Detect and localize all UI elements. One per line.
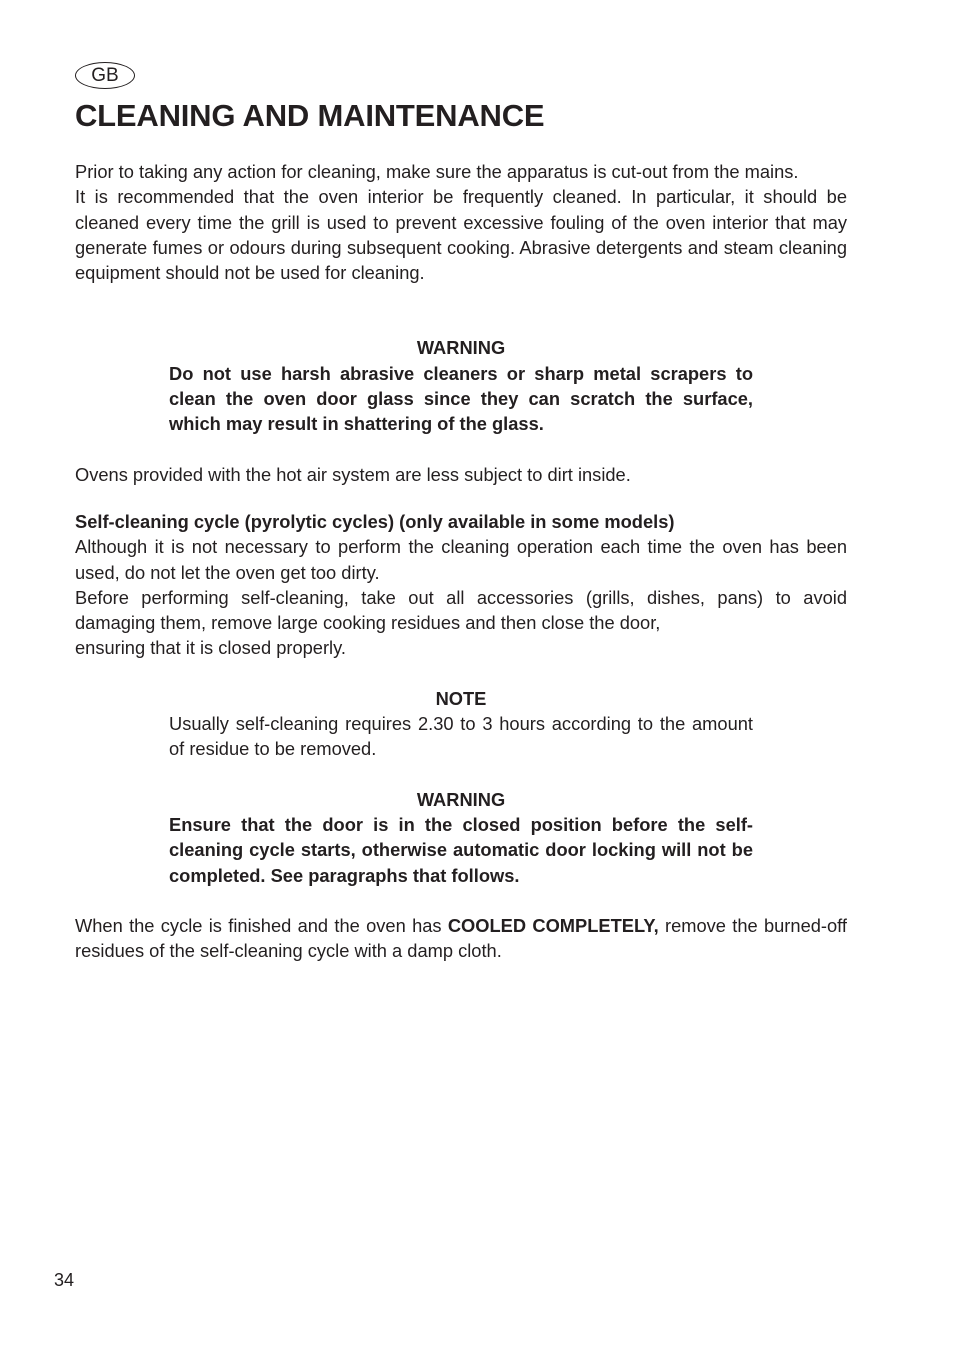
page-title: CLEANING AND MAINTENANCE [75,98,545,133]
final-text-after: remove the burned-off residues of the self-cleaning cycle with a damp cloth. [75,914,847,962]
warning-heading: WARNING [416,337,506,359]
note-box [169,686,753,762]
warning-box-door [169,787,753,888]
intro-paragraph: It is recommended that the oven interior be frequently cleaned. In particular, it should be cleaned every time the grill is used to prevent excessive fouling of the oven interior that may generate fumes or odours during subsequent cooking. Abrasive detergents and steam cleaning equipment should not be used for cleaning. [75,186,847,284]
self-cleaning-paragraph-1: Although it is not necessary to perform the cleaning operation each time the oven has been used, do not let the oven get too dirty. [75,536,847,583]
warning-text: Ensure that the door is in the closed position before the self-cleaning cycle starts, otherwise automatic door locking will not be completed. See paragraphs that follows. [169,813,753,886]
note-text: Usually self-cleaning requires 2.30 to 3 hours according to the amount of residue to be removed. [169,713,753,760]
warning-text: Do not use harsh abrasive cleaners or sharp metal scrapers to clean the oven door glass since they can scratch the surface, which may result in shattering of the glass. [169,362,753,435]
final-text-before: When the cycle is finished and the oven has [75,914,448,936]
warning-heading: WARNING [416,788,506,810]
main-content [75,159,847,963]
warning-box-glass [169,335,753,436]
language-badge: GB [75,62,135,89]
page-number: 34 [54,1270,75,1290]
self-cleaning-paragraph-2: Before performing self-cleaning, take out all accessories (grills, dishes, pans) to avoid damaging them, remove large cooking residues and then close the door, [75,586,847,634]
hot-air-text: Ovens provided with the hot air system are less subject to dirt inside. [75,463,631,485]
self-cleaning-heading: Self-cleaning cycle (pyrolytic cycles) (only available in some models) [75,510,675,532]
final-text-emphasis: COOLED COMPLETELY, [447,914,659,936]
final-paragraph [75,913,847,964]
note-heading: NOTE [435,687,487,709]
intro-line: Prior to taking any action for cleaning, make sure the apparatus is cut-out from the mains. [75,161,799,182]
self-cleaning-paragraph-2-end: ensuring that it is closed properly. [75,637,346,659]
